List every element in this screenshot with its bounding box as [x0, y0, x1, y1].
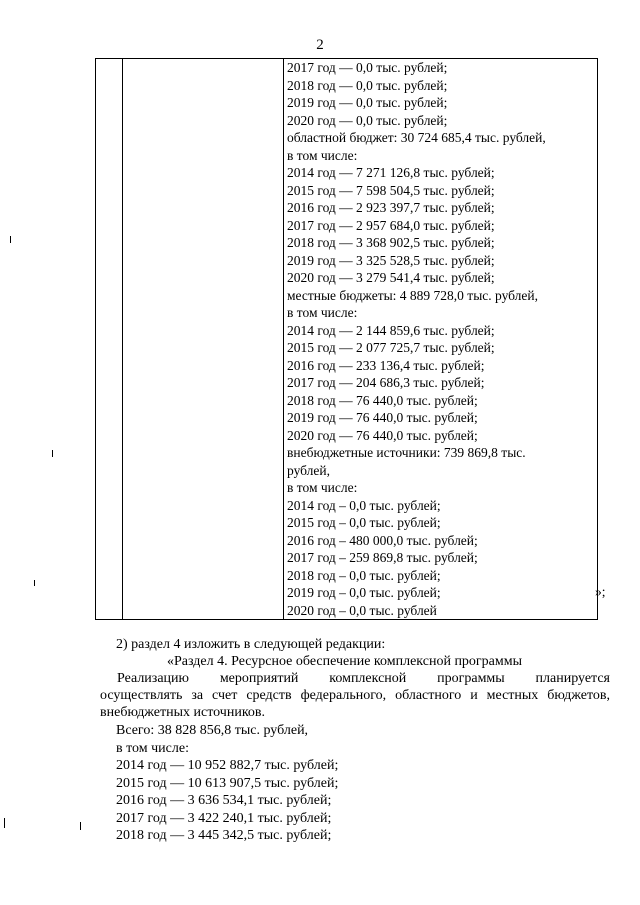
table-cell-content	[284, 59, 598, 620]
funding-line: в том числе:	[116, 740, 189, 756]
funding-line: 2017 год — 3 422 240,1 тыс. рублей;	[116, 810, 332, 826]
table-line: 2017 год — 204 686,3 тыс. рублей;	[287, 375, 485, 390]
table-line: местные бюджеты: 4 889 728,0 тыс. рублей,	[287, 287, 539, 303]
table-line: 2014 год — 7 271 126,8 тыс. рублей;	[287, 165, 495, 180]
scan-mark	[34, 580, 35, 586]
amendment-item: 2) раздел 4 изложить в следующей редакции:	[116, 637, 386, 652]
funding-line: 2015 год — 10 613 907,5 тыс. рублей;	[116, 775, 339, 791]
section-heading: «Раздел 4. Ресурсное обеспечение комплексной программы	[167, 654, 523, 669]
scan-mark	[80, 822, 81, 830]
table-line: 2016 год — 2 923 397,7 тыс. рублей;	[287, 200, 495, 215]
table-line: 2019 год – 0,0 тыс. рублей;	[287, 585, 441, 600]
table-line: 2017 год — 2 957 684,0 тыс. рублей;	[287, 217, 495, 233]
funding-line: 2018 год — 3 445 342,5 тыс. рублей;	[116, 828, 332, 843]
table-line: областной бюджет: 30 724 685,4 тыс. рублей,	[287, 130, 546, 145]
table-line: 2015 год — 7 598 504,5 тыс. рублей;	[287, 182, 495, 198]
table-cell-number	[96, 59, 123, 620]
table-line: 2015 год — 2 077 725,7 тыс. рублей;	[287, 340, 495, 355]
paragraph-first-line: Реализацию мероприятий комплексной программы планируется	[117, 671, 610, 686]
table-line: в том числе:	[287, 480, 358, 495]
scan-mark	[10, 236, 11, 243]
table-line: 2014 год – 0,0 тыс. рублей;	[287, 497, 441, 513]
table-line: рублей,	[287, 462, 331, 478]
table-line: 2020 год — 3 279 541,4 тыс. рублей;	[287, 270, 495, 285]
funding-list	[116, 722, 338, 845]
section-paragraph	[100, 670, 610, 721]
scan-mark	[52, 450, 53, 457]
table-line: 2017 год — 0,0 тыс. рублей;	[287, 60, 448, 75]
table-line: 2016 год — 233 136,4 тыс. рублей;	[287, 357, 485, 373]
table-line: 2020 год — 0,0 тыс. рублей;	[287, 112, 448, 128]
table-line: 2018 год – 0,0 тыс. рублей;	[287, 567, 441, 583]
budget-table	[95, 58, 598, 620]
table-line: 2014 год — 2 144 859,6 тыс. рублей;	[287, 322, 495, 338]
table-line: 2020 год – 0,0 тыс. рублей	[287, 602, 437, 618]
table-line: 2018 год — 76 440,0 тыс. рублей;	[287, 392, 478, 408]
table-line: 2018 год — 3 368 902,5 тыс. рублей;	[287, 235, 495, 250]
table-closing-mark: »;	[595, 584, 606, 599]
table-line: 2015 год – 0,0 тыс. рублей;	[287, 515, 441, 530]
scan-mark	[4, 818, 5, 828]
table-line: 2017 год – 259 869,8 тыс. рублей;	[287, 550, 478, 565]
paragraph-rest: осуществлять за счет средств федерального, областного и местных бюджетов, внебюджетных источников.	[100, 688, 610, 720]
table-line: 2018 год — 0,0 тыс. рублей;	[287, 77, 448, 93]
funding-line: 2014 год — 10 952 882,7 тыс. рублей;	[116, 758, 339, 773]
table-line: в том числе:	[287, 147, 358, 163]
page-number: 2	[316, 37, 324, 53]
table-cell-label	[123, 59, 284, 620]
table-line: 2016 год – 480 000,0 тыс. рублей;	[287, 532, 478, 548]
table-line: 2019 год — 76 440,0 тыс. рублей;	[287, 410, 478, 425]
table-line: 2019 год — 3 325 528,5 тыс. рублей;	[287, 252, 495, 268]
table-line: 2020 год — 76 440,0 тыс. рублей;	[287, 427, 478, 443]
funding-line: 2016 год — 3 636 534,1 тыс. рублей;	[116, 793, 332, 808]
table-line: 2019 год — 0,0 тыс. рублей;	[287, 95, 448, 110]
table-line: в том числе:	[287, 305, 358, 320]
table-line: внебюджетные источники: 739 869,8 тыс.	[287, 445, 526, 460]
funding-line: Всего: 38 828 856,8 тыс. рублей,	[116, 723, 309, 738]
